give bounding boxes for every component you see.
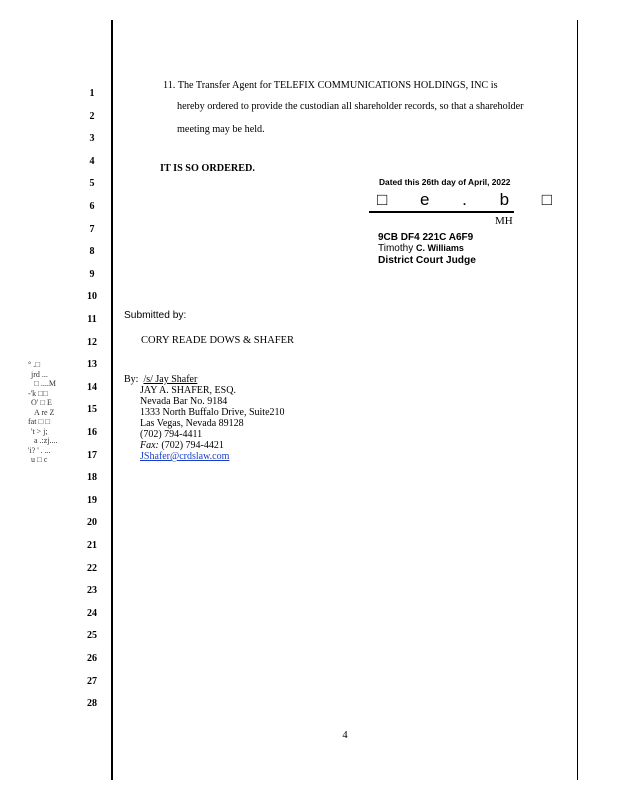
order-paragraph-line-1: 11. The Transfer Agent for TELEFIX COMMUNICATIONS HOLDINGS, INC is: [163, 80, 498, 91]
fax-label: Fax:: [140, 440, 159, 451]
page-number: 4: [342, 730, 348, 741]
seal-text-line: 't > j;: [31, 426, 48, 436]
line-number: 19: [87, 494, 97, 506]
order-paragraph-line-2: hereby ordered to provide the custodian all shareholder records, so that a shareholder: [177, 101, 524, 112]
line-number: 27: [87, 675, 97, 687]
seal-text-line: □ ....M: [34, 379, 56, 388]
submitted-by-label: Submitted by:: [124, 310, 187, 321]
line-number: 16: [87, 427, 97, 438]
line-number: 8: [89, 246, 95, 258]
seal-text-line: fat □ □: [28, 417, 51, 426]
line-number: 12: [87, 336, 97, 348]
line-number: 17: [87, 449, 97, 461]
judge-name: [378, 243, 464, 254]
line-number: 26: [87, 653, 97, 664]
by-signature: /s/ Jay Shafer: [143, 374, 198, 385]
line-number: 14: [87, 381, 97, 393]
bar-number: Nevada Bar No. 9184: [140, 396, 228, 407]
line-number: 28: [87, 698, 97, 710]
stamp-code: 9CB DF4 221C A6F9: [378, 232, 474, 243]
line-number: 24: [87, 607, 97, 619]
city-address: Las Vegas, Nevada 89128: [140, 418, 244, 429]
order-paragraph-line-3: meeting may be held.: [177, 124, 265, 135]
firm-name: CORY READE DOWS & SHAFER: [141, 335, 295, 346]
line-number: 11: [87, 314, 97, 325]
signature-initials: MH: [495, 215, 513, 227]
judge-signature: □ e . b □: [377, 190, 567, 209]
seal-text-line: a .:zj....: [34, 436, 58, 445]
fax-number: (702) 794-4421: [161, 440, 224, 451]
judge-first-name: Timothy: [378, 243, 414, 254]
left-margin-rule: [111, 20, 113, 780]
seal-text-line: jrd ...: [31, 369, 48, 379]
line-number: 6: [89, 201, 95, 212]
line-number: 1: [89, 88, 95, 99]
line-number: 21: [87, 540, 97, 551]
line-number: 22: [87, 562, 97, 574]
fax-line: [124, 440, 285, 451]
email-link[interactable]: JShafer@crdslaw.com: [140, 451, 230, 462]
line-number: 18: [87, 472, 97, 484]
line-number: 13: [87, 359, 97, 371]
line-number: 9: [89, 268, 95, 280]
line-number: 25: [87, 630, 97, 642]
line-number: 4: [89, 155, 95, 167]
phone-number: (702) 794-4411: [140, 429, 203, 440]
seal-text-line: O' □ E: [31, 398, 52, 407]
seal-text-line: -'k □□: [28, 388, 48, 398]
stamp-dated-line: Dated this 26th day of April, 2022: [379, 177, 511, 187]
court-seal: [28, 360, 84, 480]
attorney-name: JAY A. SHAFER, ESQ.: [140, 385, 236, 396]
line-number: 10: [87, 291, 97, 303]
so-ordered-heading: IT IS SO ORDERED.: [160, 163, 255, 174]
line-number: 2: [89, 110, 95, 122]
line-number: 15: [87, 404, 97, 416]
judge-last-name: C. Williams: [415, 243, 464, 253]
attorney-signature-block: [124, 374, 285, 462]
by-label: By:: [124, 374, 139, 385]
seal-text-line: A re Z: [34, 407, 55, 417]
seal-text-line: 'i? ' . ...: [28, 445, 51, 455]
line-number: 5: [89, 178, 95, 190]
seal-text-line: ° .□: [28, 360, 41, 369]
street-address: 1333 North Buffalo Drive, Suite210: [140, 407, 285, 418]
seal-text-line: u □ c: [31, 455, 48, 464]
line-number: 23: [87, 585, 97, 597]
line-number: 7: [89, 223, 95, 235]
judge-title: District Court Judge: [378, 255, 476, 266]
line-number: 3: [89, 133, 95, 145]
line-number: 20: [87, 517, 97, 529]
